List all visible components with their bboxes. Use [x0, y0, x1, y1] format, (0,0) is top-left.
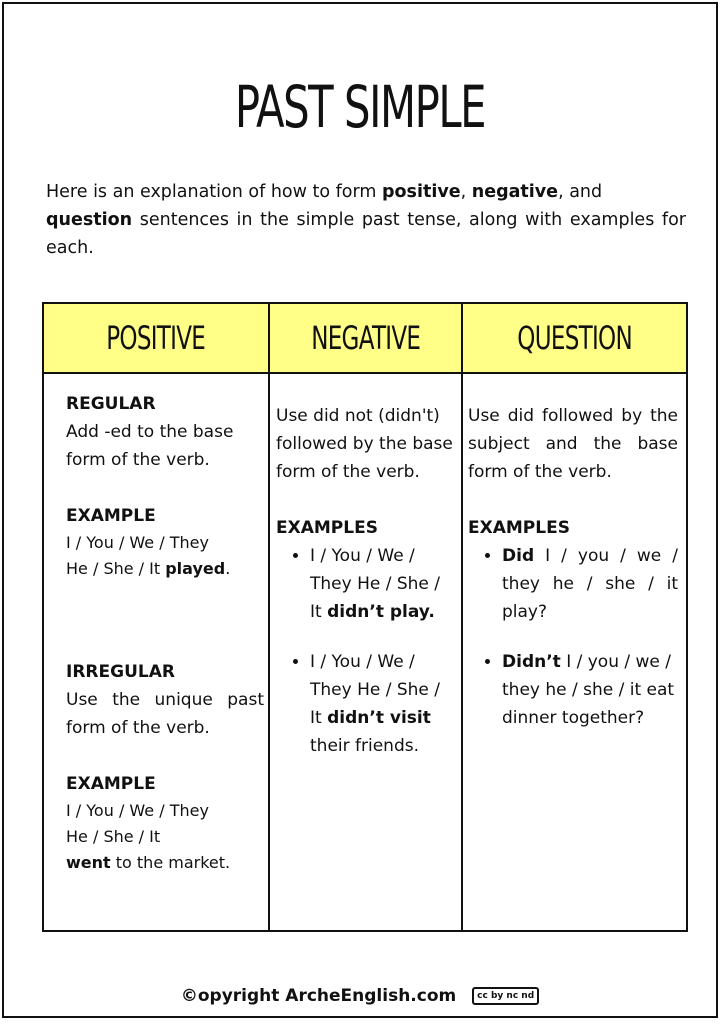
example-end: .: [225, 559, 231, 578]
example-verb: didn’t play.: [327, 602, 435, 622]
example-subjects: I / You / We / They He / She / It: [310, 546, 441, 622]
copyright-text: ©opyright ArcheEnglish.com: [180, 986, 457, 1006]
question-examples-list: [468, 542, 678, 732]
intro-negative: negative: [471, 182, 559, 202]
regular-label: REGULAR: [66, 394, 156, 414]
negative-examples-list: [276, 542, 456, 760]
list-item: [502, 542, 678, 626]
example-line: I / You / We / They: [66, 533, 209, 552]
list-item: [502, 648, 678, 732]
examples-label: EXAMPLES: [468, 518, 570, 538]
example-rest: I / you / we / they he / she / it play?: [502, 546, 678, 622]
positive-cell: [66, 374, 264, 930]
question-header: [463, 304, 686, 372]
example-aux: Didn’t: [502, 652, 561, 672]
example-verb: didn’t visit: [327, 708, 431, 728]
negative-cell: [276, 374, 456, 930]
example-label: EXAMPLE: [66, 506, 156, 526]
irregular-label: IRREGULAR: [66, 662, 175, 682]
example-aux: Did: [502, 546, 535, 566]
positive-header-label: POSITIVE: [106, 319, 206, 357]
intro-question: question: [46, 210, 133, 230]
cc-license-icon: cc by nc nd: [472, 987, 539, 1005]
page-title: PAST SIMPLE: [234, 73, 486, 141]
example-label: EXAMPLE: [66, 774, 156, 794]
negative-header: [270, 304, 461, 372]
question-rule: Use did followed by the subject and the base form of the verb.: [468, 406, 678, 482]
negative-rule: Use did not (didn't) followed by the base form of the verb.: [276, 406, 453, 482]
positive-header: [44, 304, 268, 372]
intro-text-2: ,: [460, 182, 472, 202]
examples-label: EXAMPLES: [276, 518, 378, 538]
negative-header-label: NEGATIVE: [310, 319, 421, 357]
example-subjects: I / You / We / They He / She / It: [310, 652, 441, 728]
intro-paragraph: [46, 178, 686, 262]
example-line: He / She / It: [66, 827, 161, 846]
example-line: I / You / We / They: [66, 801, 209, 820]
column-divider: [461, 304, 463, 930]
example-line: [66, 556, 264, 582]
list-item: [310, 648, 456, 760]
example-end: to the market.: [110, 853, 231, 872]
question-cell: [468, 374, 678, 930]
footer: [4, 986, 716, 1006]
list-item: [310, 542, 456, 626]
example-line: [66, 850, 264, 876]
example-verb: went: [66, 853, 111, 872]
intro-text-3: , and: [558, 182, 603, 202]
example-end: their friends.: [310, 736, 419, 756]
example-subjects: He / She / It: [66, 559, 166, 578]
question-header-label: QUESTION: [517, 319, 632, 357]
intro-positive: positive: [382, 182, 461, 202]
example-rest: I / you / we / they he / she / it eat dinner together?: [502, 652, 675, 728]
column-divider: [268, 304, 270, 930]
grammar-table: [42, 302, 688, 932]
worksheet-page: [2, 2, 718, 1018]
regular-text: Add -ed to the base form of the verb.: [66, 422, 234, 470]
irregular-text: Use the unique past form of the verb.: [66, 690, 264, 738]
example-verb: played: [165, 559, 226, 578]
intro-text-1: Here is an explanation of how to form: [46, 182, 382, 202]
intro-text-4: sentences in the simple past tense, along with examples for each.: [46, 210, 686, 258]
